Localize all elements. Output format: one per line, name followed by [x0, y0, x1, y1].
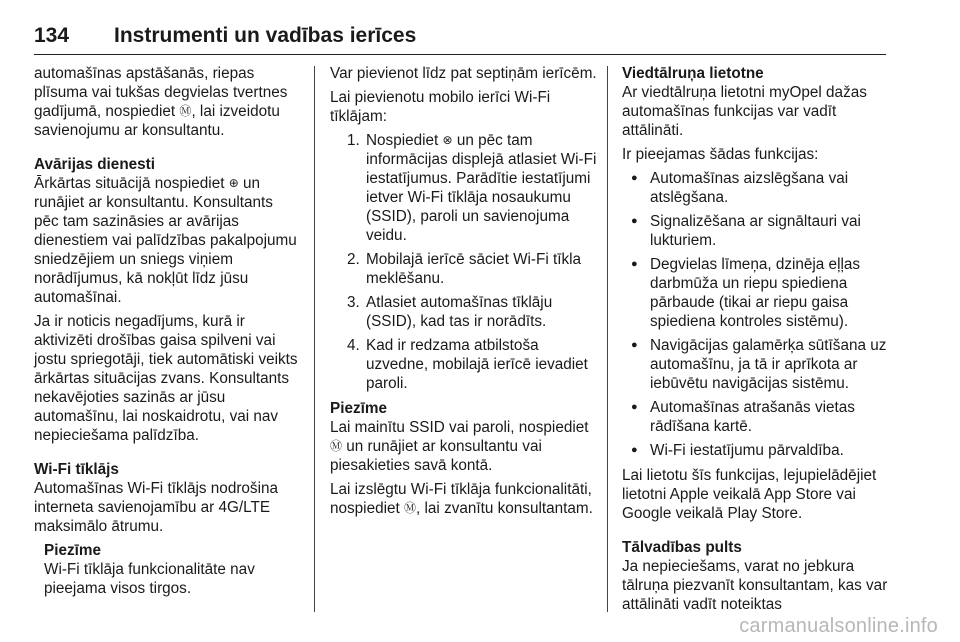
services-button-icon: ⊗ [442, 133, 453, 147]
paragraph: Ja nepieciešams, varat no jebkura tālruņa piezvanīt konsultantam, kas var attālināti vadīt noteiktas [622, 558, 888, 613]
list-item: ● Automašīnas atrašanās vietas rādīšana kartē. [650, 398, 890, 436]
page-number: 134 [34, 24, 70, 47]
section-heading-app: Viedtālruņa lietotne [622, 65, 764, 82]
paragraph: automašīnas apstāšanās, riepas plīsuma vai tukšas degvielas tvertnes gadījumā, nospiediet Ⓜ, lai izveidotu savienojumu ar konsultantu. [34, 65, 288, 139]
page-title: Instrumenti un vadības ierīces [114, 24, 417, 47]
features-list [622, 169, 890, 460]
paragraph: Automašīnas Wi-Fi tīklājs nodrošina interneta savienojamību ar 4G/LTE maksimālo ātrumu. [34, 480, 278, 535]
note-text: Lai mainītu SSID vai paroli, nospiediet Ⓜ un runājiet ar konsultantu vai piesakieties savā kontā. [330, 419, 589, 474]
list-item: ● Signalizēšana ar signāltauri vai lukturiem. [650, 212, 890, 250]
onstar-button-icon: Ⓜ [330, 439, 343, 453]
emergency-button-icon: ⊕ [228, 176, 239, 190]
list-item: 3. Atlasiet automašīnas tīklāju (SSID), kad tas ir norādīts. [364, 293, 600, 331]
paragraph: Ārkārtas situācijā nospiediet ⊕ un runājiet ar konsultantu. Konsultants pēc tam sazināsies ar avārijas dienestiem vai palīdzības pakalpojumu sniedzējiem un sniegs viņiem norādījumus, kā nokļūt līdz jūsu automašīnai. [34, 175, 297, 306]
note-box [34, 541, 298, 598]
paragraph: Var pievienot līdz pat septiņām ierīcēm. [330, 65, 597, 82]
section-heading-wifi: Wi-Fi tīklājs [34, 461, 119, 478]
onstar-button-icon: Ⓜ [179, 104, 192, 118]
steps-list [330, 131, 600, 393]
column-divider [314, 66, 315, 612]
onstar-button-icon: Ⓜ [404, 501, 417, 515]
section-heading-emergency: Avārijas dienesti [34, 156, 156, 173]
column-right [622, 64, 890, 619]
paragraph: Ir pieejamas šādas funkcijas: [622, 146, 819, 163]
paragraph: Lai pievienotu mobilo ierīci Wi-Fi tīklājam: [330, 89, 551, 125]
note-title: Piezīme [44, 542, 101, 559]
column-divider [607, 66, 608, 612]
list-item: 1. Nospiediet ⊗ un pēc tam informācijas displejā atlasiet Wi-Fi iestatījumus. Parādītie iestatījumi ietver Wi-Fi tīklāja nosaukumu (SSID), paroli un savienojuma veidu. [364, 131, 600, 245]
section-heading-remote: Tālvadības pults [622, 539, 742, 556]
list-item: ● Navigācijas galamērķa sūtīšana uz automašīnu, ja tā ir aprīkota ar iebūvētu navigācijas sistēmu. [650, 336, 890, 393]
list-item: 4. Kad ir redzama atbilstoša uzvedne, mobilajā ierīcē ievadiet paroli. [364, 336, 600, 393]
list-item: ● Degvielas līmeņa, dzinēja eļļas darbmūža un riepu spiediena pārbaude (tikai ar riepu gaisa spiediena kontroles sistēmu). [650, 255, 890, 331]
list-item: ● Wi-Fi iestatījumu pārvaldība. [650, 441, 890, 460]
note-box [330, 399, 600, 475]
column-left [34, 64, 298, 603]
list-item: ● Automašīnas aizslēgšana vai atslēgšana. [650, 169, 890, 207]
watermark: carmanualsonline.info [739, 615, 938, 637]
paragraph: Ar viedtālruņa lietotni myOpel dažas automašīnas funkcijas var vadīt attālināti. [622, 84, 867, 139]
list-item: 2. Mobilajā ierīcē sāciet Wi-Fi tīkla meklēšanu. [364, 250, 600, 288]
note-text: Wi-Fi tīklāja funkcionalitāte nav pieejama visos tirgos. [44, 561, 255, 597]
paragraph: Ja ir noticis negadījums, kurā ir aktivizēti drošības gaisa spilveni vai jostu spriegotāji, tiek automātiski veikts ārkārtas situācijas zvans. Konsultants nekavējoties sazinās ar jūsu automašīnu, lai noskaidrotu, vai nav nepieciešama palīdzība. [34, 313, 298, 444]
paragraph: Lai izslēgtu Wi-Fi tīklāja funkcionalitāti, nospiediet Ⓜ, lai zvanītu konsultantam. [330, 481, 593, 517]
paragraph: Lai lietotu šīs funkcijas, lejupielādējiet lietotni Apple veikalā App Store vai Google veikalā Play Store. [622, 467, 877, 522]
column-middle [330, 64, 600, 523]
note-title: Piezīme [330, 400, 387, 417]
page-header [34, 20, 886, 55]
